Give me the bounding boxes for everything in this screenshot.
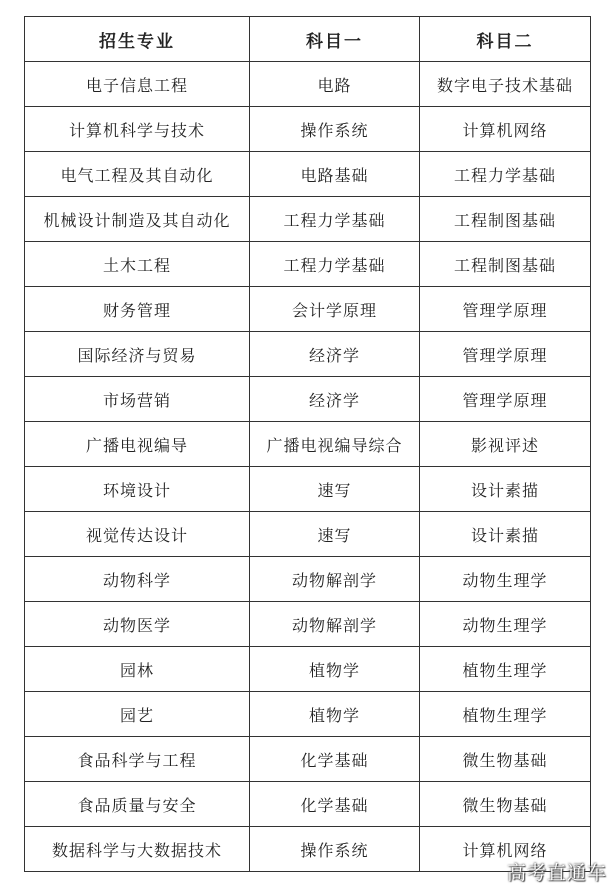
header-row — [25, 17, 591, 62]
cell-subject-two: 设计素描 — [420, 467, 591, 512]
cell-subject-one: 会计学原理 — [250, 287, 420, 332]
cell-major: 土木工程 — [25, 242, 250, 287]
cell-major: 动物医学 — [25, 602, 250, 647]
cell-subject-two: 设计素描 — [420, 512, 591, 557]
cell-subject-one: 经济学 — [250, 377, 420, 422]
cell-subject-one: 工程力学基础 — [250, 242, 420, 287]
cell-major: 国际经济与贸易 — [25, 332, 250, 377]
cell-subject-one: 动物解剖学 — [250, 602, 420, 647]
table-row — [25, 332, 591, 377]
cell-subject-two: 管理学原理 — [420, 287, 591, 332]
cell-subject-one: 化学基础 — [250, 782, 420, 827]
cell-subject-one: 速写 — [250, 467, 420, 512]
cell-major: 动物科学 — [25, 557, 250, 602]
cell-subject-one: 操作系统 — [250, 827, 420, 872]
cell-major: 视觉传达设计 — [25, 512, 250, 557]
cell-major: 环境设计 — [25, 467, 250, 512]
table-row — [25, 782, 591, 827]
cell-subject-one: 经济学 — [250, 332, 420, 377]
cell-major: 电气工程及其自动化 — [25, 152, 250, 197]
table-row — [25, 107, 591, 152]
header-subject-two: 科目二 — [420, 17, 591, 62]
subjects-table — [24, 16, 591, 872]
cell-subject-two: 微生物基础 — [420, 737, 591, 782]
cell-subject-two: 计算机网络 — [420, 107, 591, 152]
cell-major: 园林 — [25, 647, 250, 692]
table-row — [25, 602, 591, 647]
cell-major: 电子信息工程 — [25, 62, 250, 107]
cell-subject-one: 动物解剖学 — [250, 557, 420, 602]
cell-subject-one: 电路基础 — [250, 152, 420, 197]
cell-subject-one: 广播电视编导综合 — [250, 422, 420, 467]
cell-subject-one: 植物学 — [250, 647, 420, 692]
cell-subject-one: 电路 — [250, 62, 420, 107]
header-major: 招生专业 — [25, 17, 250, 62]
cell-major: 机械设计制造及其自动化 — [25, 197, 250, 242]
table-row — [25, 377, 591, 422]
cell-subject-two: 植物生理学 — [420, 647, 591, 692]
table-row — [25, 692, 591, 737]
cell-subject-two: 植物生理学 — [420, 692, 591, 737]
cell-subject-two: 数字电子技术基础 — [420, 62, 591, 107]
cell-major: 财务管理 — [25, 287, 250, 332]
cell-subject-two: 工程制图基础 — [420, 197, 591, 242]
cell-subject-two: 计算机网络 — [420, 827, 591, 872]
table-row — [25, 152, 591, 197]
cell-subject-one: 速写 — [250, 512, 420, 557]
table-row — [25, 827, 591, 872]
watermark: 高考直通车 — [506, 862, 607, 884]
cell-subject-two: 工程力学基础 — [420, 152, 591, 197]
table-row — [25, 737, 591, 782]
cell-subject-two: 管理学原理 — [420, 377, 591, 422]
table-row — [25, 467, 591, 512]
table-row — [25, 287, 591, 332]
cell-subject-two: 微生物基础 — [420, 782, 591, 827]
cell-major: 广播电视编导 — [25, 422, 250, 467]
table-row — [25, 557, 591, 602]
table-row — [25, 512, 591, 557]
table-row — [25, 422, 591, 467]
cell-major: 计算机科学与技术 — [25, 107, 250, 152]
cell-major: 食品科学与工程 — [25, 737, 250, 782]
cell-major: 市场营销 — [25, 377, 250, 422]
cell-subject-one: 化学基础 — [250, 737, 420, 782]
cell-major: 园艺 — [25, 692, 250, 737]
cell-subject-two: 工程制图基础 — [420, 242, 591, 287]
table-row — [25, 242, 591, 287]
cell-subject-two: 管理学原理 — [420, 332, 591, 377]
table-row — [25, 197, 591, 242]
cell-subject-two: 影视评述 — [420, 422, 591, 467]
cell-subject-one: 工程力学基础 — [250, 197, 420, 242]
cell-major: 数据科学与大数据技术 — [25, 827, 250, 872]
cell-subject-two: 动物生理学 — [420, 557, 591, 602]
header-subject-one: 科目一 — [250, 17, 420, 62]
cell-subject-one: 植物学 — [250, 692, 420, 737]
cell-subject-two: 动物生理学 — [420, 602, 591, 647]
cell-major: 食品质量与安全 — [25, 782, 250, 827]
cell-subject-one: 操作系统 — [250, 107, 420, 152]
table-row — [25, 62, 591, 107]
table-row — [25, 647, 591, 692]
